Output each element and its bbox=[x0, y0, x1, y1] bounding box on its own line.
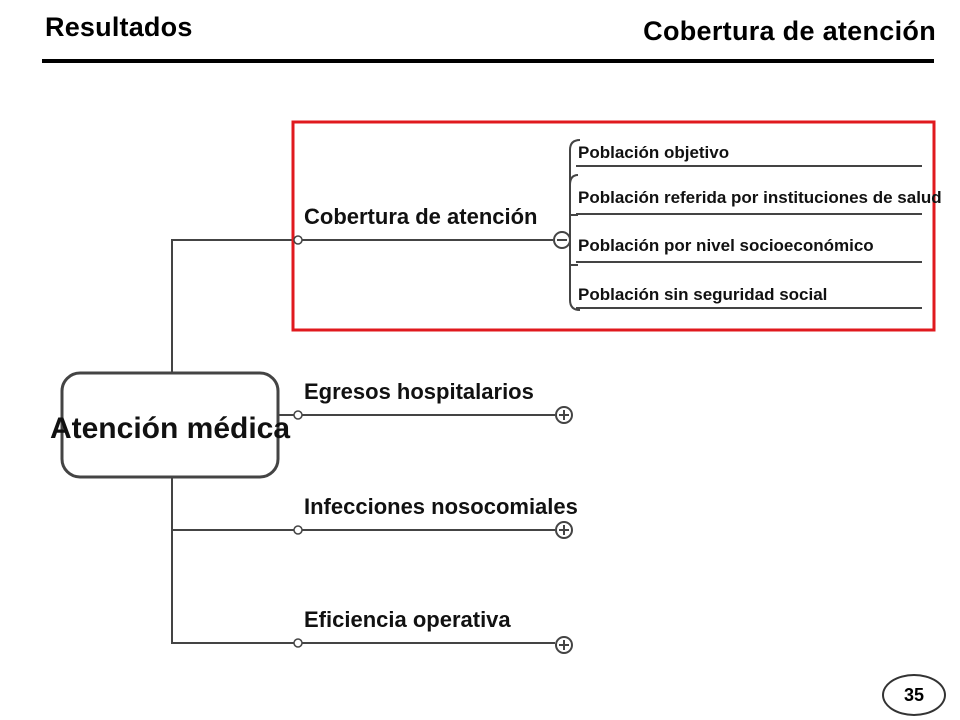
child-label: Población referida por instituciones de salud bbox=[578, 188, 942, 207]
trunk-line-lower bbox=[172, 475, 298, 643]
branch-connector-dot bbox=[294, 236, 302, 244]
branch-eficiencia[interactable] bbox=[294, 607, 555, 647]
child-poblacion-referida[interactable] bbox=[576, 188, 942, 214]
branch-label: Eficiencia operativa bbox=[304, 607, 511, 632]
branch-connector-dot bbox=[294, 526, 302, 534]
slide-title: Cobertura de atención bbox=[643, 16, 936, 46]
branch-cobertura[interactable] bbox=[294, 204, 553, 244]
child-label: Población objetivo bbox=[578, 143, 730, 162]
child-poblacion-nivel[interactable] bbox=[576, 236, 922, 262]
child-poblacion-sin-seguridad[interactable] bbox=[576, 285, 922, 308]
expand-toggle-infecciones[interactable] bbox=[556, 522, 572, 538]
root-node-label: Atención médica bbox=[49, 412, 291, 445]
page-number-badge: 35 bbox=[882, 674, 946, 716]
expand-toggle-eficiencia[interactable] bbox=[556, 637, 572, 653]
child-label: Población sin seguridad social bbox=[578, 285, 828, 304]
branch-connector-dot bbox=[294, 411, 302, 419]
section-title: Resultados bbox=[45, 12, 193, 42]
expand-toggle-egresos[interactable] bbox=[556, 407, 572, 423]
branch-connector-dot bbox=[294, 639, 302, 647]
trunk-line bbox=[172, 240, 298, 375]
branch-label: Infecciones nosocomiales bbox=[304, 494, 578, 519]
branch-label: Cobertura de atención bbox=[304, 204, 538, 229]
branch-egresos[interactable] bbox=[294, 379, 555, 419]
child-label: Población por nivel socioeconómico bbox=[578, 236, 874, 255]
root-node[interactable] bbox=[50, 373, 290, 477]
branch-label: Egresos hospitalarios bbox=[304, 379, 534, 404]
branch-infecciones[interactable] bbox=[294, 494, 578, 534]
child-poblacion-objetivo[interactable] bbox=[576, 143, 922, 166]
collapse-toggle-cobertura[interactable] bbox=[554, 232, 570, 248]
